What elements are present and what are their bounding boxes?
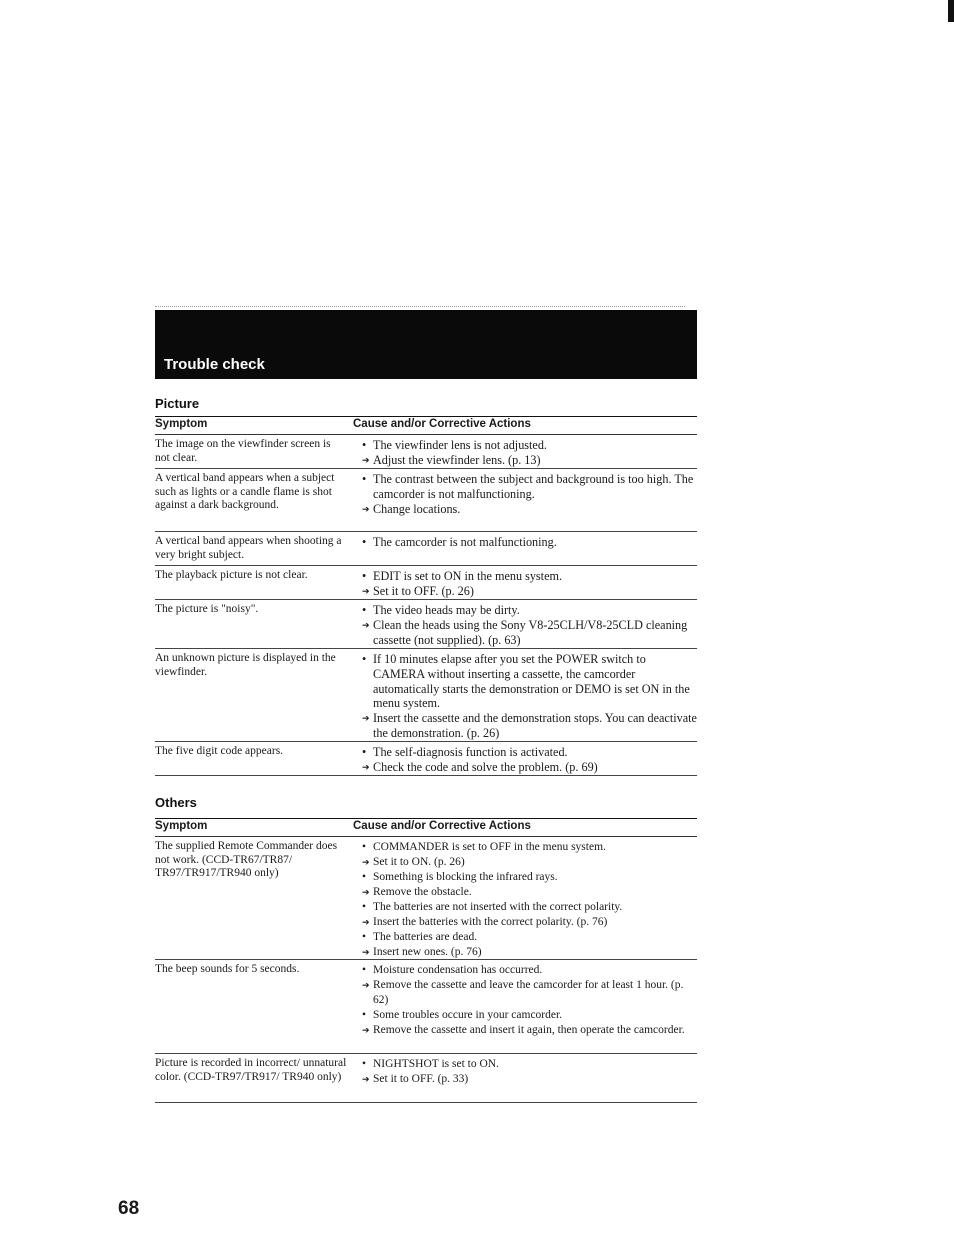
cause-item: • The video heads may be dirty. xyxy=(362,603,698,618)
table-row xyxy=(155,742,697,776)
symptom-header: Symptom xyxy=(155,418,208,430)
table-row xyxy=(155,649,697,742)
symptom-cell: The supplied Remote Commander does not work. (CCD-TR67/TR87/ TR97/TR917/TR940 only) xyxy=(155,840,338,879)
picture-section-title: Picture xyxy=(155,396,200,411)
cause-cell xyxy=(362,840,698,960)
cause-cell xyxy=(362,472,698,516)
others-section-title: Others xyxy=(155,795,197,810)
corrective-action: ➔ Set it to OFF. (p. 33) xyxy=(362,1072,698,1087)
corrective-action: ➔ Set it to ON. (p. 26) xyxy=(362,855,698,870)
symptom-cell: A vertical band appears when shooting a very bright subject. xyxy=(155,535,342,561)
cause-item: • Some troubles occure in your camcorder. xyxy=(362,1008,698,1023)
symptom-header: Symptom xyxy=(155,820,208,832)
dotted-rule xyxy=(155,306,685,307)
table-header xyxy=(155,416,697,435)
symptom-cell: An unknown picture is displayed in the viewfinder. xyxy=(155,652,336,678)
corrective-action: ➔ Remove the obstacle. xyxy=(362,885,698,900)
picture-table xyxy=(155,416,697,776)
banner-title: Trouble check xyxy=(164,356,265,373)
cause-cell xyxy=(362,603,698,647)
cause-cell xyxy=(362,535,698,550)
corrective-action: ➔ Remove the cassette and insert it again, then operate the camcorder. xyxy=(362,1023,698,1038)
cause-item: • Moisture condensation has occurred. xyxy=(362,963,698,978)
table-row xyxy=(155,435,697,469)
others-table xyxy=(155,818,697,1103)
cause-cell xyxy=(362,1057,698,1087)
section-banner xyxy=(155,310,697,379)
cause-cell xyxy=(362,652,698,741)
corrective-action: ➔ Clean the heads using the Sony V8-25CLH/V8-25CLD cleaning cassette (not supplied). (p. 63) xyxy=(362,618,698,648)
cause-header: Cause and/or Corrective Actions xyxy=(353,418,531,430)
symptom-cell: The playback picture is not clear. xyxy=(155,569,308,581)
table-row xyxy=(155,837,697,960)
corrective-action: ➔ Change locations. xyxy=(362,502,698,517)
table-row xyxy=(155,566,697,600)
cause-cell xyxy=(362,745,698,775)
page-number: 68 xyxy=(118,1198,140,1219)
corrective-action: ➔ Check the code and solve the problem. (p. 69) xyxy=(362,760,698,775)
table-row xyxy=(155,1054,697,1103)
cause-item: • EDIT is set to ON in the menu system. xyxy=(362,569,698,584)
cause-item: • The camcorder is not malfunctioning. xyxy=(362,535,698,550)
cause-item: • The contrast between the subject and background is too high. The camcorder is not malfunctioning. xyxy=(362,472,698,502)
cause-item: • Something is blocking the infrared rays. xyxy=(362,870,698,885)
symptom-cell: The five digit code appears. xyxy=(155,745,284,757)
corrective-action: ➔ Set it to OFF. (p. 26) xyxy=(362,584,698,599)
corrective-action: ➔ Remove the cassette and leave the camcorder for at least 1 hour. (p. 62) xyxy=(362,978,698,1008)
cause-item: • COMMANDER is set to OFF in the menu system. xyxy=(362,840,698,855)
cause-item: • NIGHTSHOT is set to ON. xyxy=(362,1057,698,1072)
cause-item: • If 10 minutes elapse after you set the POWER switch to CAMERA without inserting a cassette, the camcorder automatically starts the demonstration or DEMO is set ON in the menu system. xyxy=(362,652,698,711)
corrective-action: ➔ Insert new ones. (p. 76) xyxy=(362,945,698,960)
corrective-action: ➔ Insert the cassette and the demonstration stops. You can deactivate the demonstration. (p. 26) xyxy=(362,711,698,741)
table-row xyxy=(155,532,697,566)
symptom-cell: The image on the viewfinder screen is not clear. xyxy=(155,438,331,464)
cause-cell xyxy=(362,569,698,599)
cause-item: • The self-diagnosis function is activated. xyxy=(362,745,698,760)
cause-item: • The batteries are not inserted with the correct polarity. xyxy=(362,900,698,915)
table-row xyxy=(155,469,697,532)
cause-item: • The viewfinder lens is not adjusted. xyxy=(362,438,698,453)
table-row xyxy=(155,960,697,1054)
corrective-action: ➔ Insert the batteries with the correct polarity. (p. 76) xyxy=(362,915,698,930)
corrective-action: ➔ Adjust the viewfinder lens. (p. 13) xyxy=(362,453,698,468)
table-row xyxy=(155,600,697,649)
symptom-cell: The picture is "noisy". xyxy=(155,603,259,615)
cause-cell xyxy=(362,438,698,468)
cause-header: Cause and/or Corrective Actions xyxy=(353,820,531,832)
symptom-cell: Picture is recorded in incorrect/ unnatural color. (CCD-TR97/TR917/ TR940 only) xyxy=(155,1057,347,1083)
cause-item: • The batteries are dead. xyxy=(362,930,698,945)
table-header xyxy=(155,818,697,837)
symptom-cell: The beep sounds for 5 seconds. xyxy=(155,963,300,975)
cause-cell xyxy=(362,963,698,1038)
page-edge-mark xyxy=(948,0,954,22)
symptom-cell: A vertical band appears when a subject such as lights or a candle flame is shot against a dark background. xyxy=(155,472,335,511)
